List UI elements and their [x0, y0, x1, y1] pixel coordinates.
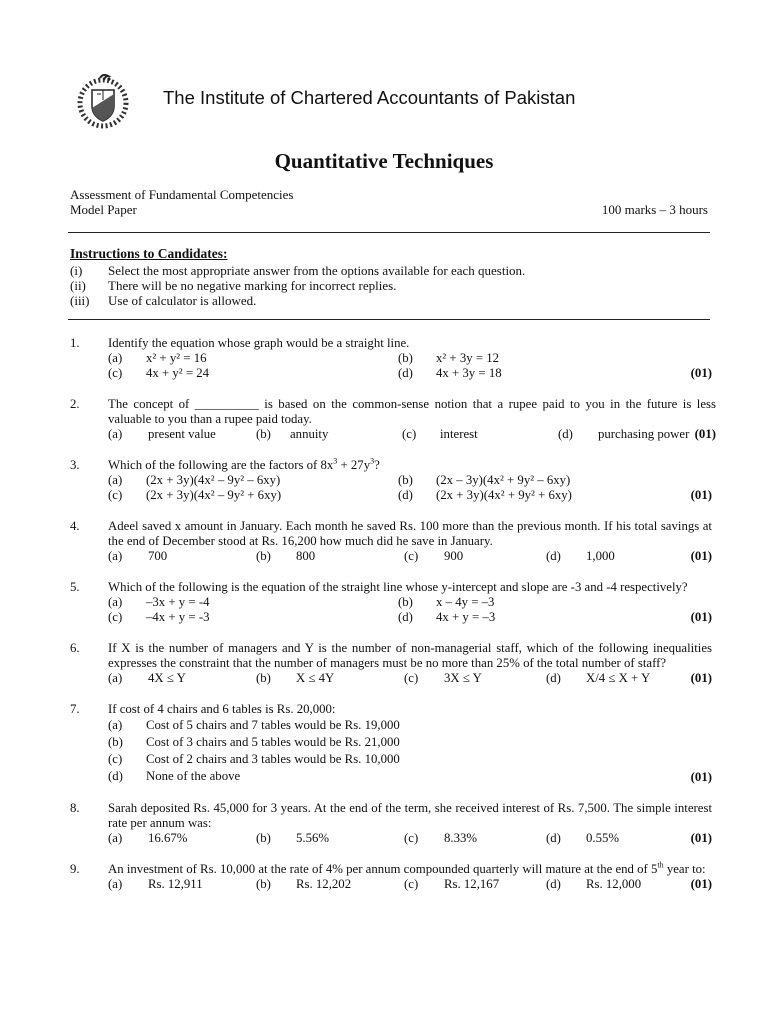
option-label: (b)	[256, 671, 271, 685]
option-label: (d)	[546, 549, 561, 563]
question-9	[70, 862, 712, 892]
option-text: 800	[296, 549, 316, 563]
marks-label: (01)	[690, 366, 712, 380]
option-text: 0.55%	[586, 831, 620, 845]
instructions-heading: Instructions to Candidates:	[70, 246, 228, 261]
marks-label: (01)	[690, 831, 712, 845]
option-text: 16.67%	[148, 831, 188, 845]
option-text: 4X ≤ Y	[148, 671, 186, 685]
instruction-text: There will be no negative marking for incorrect replies.	[108, 278, 397, 293]
question-number: 7.	[70, 702, 80, 716]
option-text: Cost of 5 chairs and 7 tables would be Rs. 19,000	[146, 718, 400, 732]
question-2	[70, 397, 716, 442]
option-text: 5.56%	[296, 831, 330, 845]
question-5	[70, 580, 712, 625]
question-number: 1.	[70, 336, 80, 350]
option-text: Cost of 3 chairs and 5 tables would be Rs. 21,000	[146, 735, 400, 749]
option-label: (a)	[108, 473, 123, 487]
question-8	[70, 801, 712, 846]
option-text: purchasing power	[598, 427, 690, 441]
option-d	[398, 488, 578, 503]
instruction-item	[70, 278, 710, 293]
option-a	[108, 351, 398, 366]
option-label: (c)	[108, 752, 123, 766]
option-label: (c)	[404, 671, 419, 685]
option-text: 4x + y = –3	[436, 610, 496, 624]
option-label: (c)	[404, 877, 419, 891]
options	[108, 427, 716, 442]
option-label: (b)	[108, 735, 123, 749]
option-text: Rs. 12,202	[296, 877, 352, 891]
question-number: 8.	[70, 801, 80, 815]
option-a	[108, 717, 712, 734]
question-3	[70, 458, 712, 503]
assessment-subtitle: Assessment of Fundamental Competencies	[70, 187, 294, 202]
option-label: (d)	[546, 831, 561, 845]
option-label: (c)	[404, 549, 419, 563]
paper-title: Quantitative Techniques	[274, 149, 494, 173]
questions-list	[70, 336, 716, 908]
option-label: (a)	[108, 549, 123, 563]
option-label: (d)	[398, 366, 413, 380]
option-c	[108, 366, 398, 381]
option-label: (a)	[108, 351, 123, 365]
marks-label: (01)	[690, 610, 712, 624]
question-stem: Which of the following is the equation of the straight line whose y-intercept and slope are -3 and -4 respectively?	[108, 580, 688, 594]
question-stem: If X is the number of managers and Y is the number of non-managerial staff, which of the following inequalities expresses the constraint that the number of managers must be no more than 25% of the total number of staff?	[108, 641, 712, 670]
option-text: X/4 ≤ X + Y	[586, 671, 651, 685]
option-text: –4x + y = -3	[146, 610, 210, 624]
option-label: (a)	[108, 877, 123, 891]
option-d	[108, 768, 712, 785]
option-b	[398, 595, 578, 610]
option-a	[108, 595, 398, 610]
options	[108, 595, 712, 625]
option-text: x² + y² = 16	[146, 351, 207, 365]
question-4	[70, 519, 712, 564]
option-text: x – 4y = –3	[436, 595, 495, 609]
option-text: (2x + 3y)(4x² + 9y² + 6xy)	[436, 488, 572, 502]
model-paper-label: Model Paper	[70, 202, 137, 217]
marks-label: (01)	[690, 770, 712, 784]
marks-label: (01)	[690, 488, 712, 502]
option-d	[398, 610, 578, 625]
question-number: 2.	[70, 397, 80, 411]
instruction-item	[70, 263, 710, 278]
option-text: 3X ≤ Y	[444, 671, 482, 685]
option-label: (d)	[546, 671, 561, 685]
option-c	[108, 488, 398, 503]
option-text: (2x + 3y)(4x² – 9y² – 6xy)	[146, 473, 281, 487]
option-a	[108, 473, 398, 488]
instruction-number: (i)	[70, 263, 83, 278]
question-number: 5.	[70, 580, 80, 594]
option-c	[108, 751, 712, 768]
option-text: None of the above	[146, 769, 241, 783]
divider-top	[68, 232, 710, 233]
instruction-text: Select the most appropriate answer from the options available for each question.	[108, 263, 526, 278]
option-label: (b)	[256, 877, 271, 891]
option-text: 8.33%	[444, 831, 478, 845]
question-stem: Identify the equation whose graph would be a straight line.	[108, 336, 410, 350]
option-label: (d)	[108, 769, 123, 783]
option-label: (d)	[398, 488, 413, 502]
question-6	[70, 641, 712, 686]
instruction-number: (iii)	[70, 293, 90, 308]
option-text: 1,000	[586, 549, 615, 563]
option-text: 4x + y² = 24	[146, 366, 210, 380]
question-stem: Which of the following are the factors of $8x^3 + 27y^3$?	[108, 456, 380, 472]
option-label: (b)	[256, 831, 271, 845]
options	[108, 671, 712, 686]
option-label: (a)	[108, 831, 123, 845]
option-d	[398, 366, 578, 381]
options	[108, 717, 712, 785]
option-text: X ≤ 4Y	[296, 671, 335, 685]
question-stem: Adeel saved x amount in January. Each month he saved Rs. 100 more than the previous month. If his total savings at the end of December stood at Rs. 16,200 how much did he save in January.	[108, 519, 712, 548]
option-label: (b)	[398, 595, 413, 609]
option-label: (c)	[108, 610, 123, 624]
instruction-text: Use of calculator is allowed.	[108, 293, 257, 308]
option-label: (d)	[558, 427, 573, 441]
question-number: 4.	[70, 519, 80, 533]
question-number: 6.	[70, 641, 80, 655]
option-label: (c)	[402, 427, 417, 441]
question-stem: The concept of __________ is based on the common-sense notion that a rupee paid to you in the future is less valuable to you than a rupee paid today.	[108, 397, 716, 426]
marks-label: (01)	[690, 549, 712, 563]
option-text: 4x + 3y = 18	[436, 366, 502, 380]
option-label: (b)	[256, 427, 271, 441]
marks-label: (01)	[690, 671, 712, 685]
option-text: 900	[444, 549, 464, 563]
option-label: (c)	[108, 366, 123, 380]
option-text: Rs. 12,911	[148, 877, 203, 891]
option-b	[398, 473, 578, 488]
option-label: (b)	[256, 549, 271, 563]
option-text: interest	[440, 427, 478, 441]
question-stem: An investment of Rs. 10,000 at the rate of 4% per annum compounded quarterly will mature at the end of 5th year to:	[108, 860, 706, 876]
option-text: Rs. 12,000	[586, 877, 642, 891]
option-label: (a)	[108, 718, 123, 732]
option-label: (a)	[108, 427, 123, 441]
option-label: (b)	[398, 473, 413, 487]
option-text: (2x – 3y)(4x² + 9y² – 6xy)	[436, 473, 571, 487]
question-1	[70, 336, 712, 381]
option-b	[108, 734, 712, 751]
option-label: (b)	[398, 351, 413, 365]
question-7	[70, 702, 712, 785]
instructions-list	[70, 263, 710, 308]
option-label: (a)	[108, 671, 123, 685]
marks-label: (01)	[694, 427, 716, 441]
instruction-item	[70, 293, 710, 308]
option-text: Cost of 2 chairs and 3 tables would be Rs. 10,000	[146, 752, 400, 766]
option-text: annuity	[290, 427, 329, 441]
option-label: (d)	[546, 877, 561, 891]
option-text: 700	[148, 549, 168, 563]
marks-label: (01)	[690, 877, 712, 891]
option-text: x² + 3y = 12	[436, 351, 500, 365]
icap-logo-icon	[70, 70, 136, 132]
option-label: (c)	[108, 488, 123, 502]
question-number: 9.	[70, 862, 80, 876]
institute-name: The Institute of Chartered Accountants of Pakistan	[163, 87, 576, 108]
options	[108, 831, 712, 846]
option-text: present value	[148, 427, 216, 441]
option-text: Rs. 12,167	[444, 877, 500, 891]
options	[108, 351, 712, 381]
option-text: (2x + 3y)(4x² – 9y² + 6xy)	[146, 488, 282, 502]
option-text: –3x + y = -4	[146, 595, 210, 609]
divider-instructions	[68, 319, 710, 320]
question-stem: If cost of 4 chairs and 6 tables is Rs. 20,000:	[108, 702, 336, 716]
options	[108, 549, 712, 564]
option-b	[398, 351, 578, 366]
marks-time: 100 marks – 3 hours	[601, 202, 708, 217]
option-label: (d)	[398, 610, 413, 624]
header	[70, 70, 710, 132]
options	[108, 877, 712, 892]
option-label: (a)	[108, 595, 123, 609]
options	[108, 473, 712, 503]
option-c	[108, 610, 398, 625]
option-label: (c)	[404, 831, 419, 845]
question-stem: Sarah deposited Rs. 45,000 for 3 years. At the end of the term, she received interest of Rs. 7,500. The simple interest rate per annum was:	[108, 801, 712, 830]
question-number: 3.	[70, 458, 80, 472]
instruction-number: (ii)	[70, 278, 86, 293]
